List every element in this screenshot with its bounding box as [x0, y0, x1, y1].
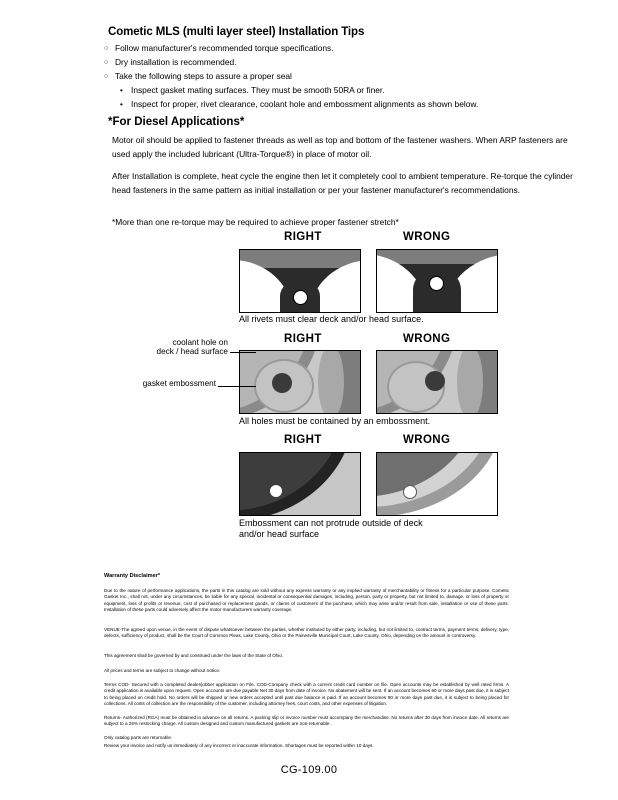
- bullet-circle-icon: ○: [104, 45, 109, 52]
- diesel-paragraph-2: After Installation is complete, heat cycle the engine then let it completely cool to ambient temperature. Re-torque the cylinder head fasteners in the same pattern as initial installation or per your fastener manufacturer's recommendations.: [112, 171, 573, 195]
- list-item: [104, 70, 574, 84]
- warranty-paragraph-6: Returns- Authorized (RGA) must be obtained in advance on all returns. A packing slip or invoice number must accompany the merchandise. No returns after 30 days from invoice date. All returns are subject to a 25% restocking charge. All custom designed and custom manufactured gaskets are non-returnable.: [104, 715, 509, 727]
- leader-line-coolant: [230, 352, 256, 353]
- list-item-text: Dry installation is recommended.: [115, 57, 237, 67]
- annotation-line-2: deck / head surface: [156, 347, 228, 356]
- figure2-annotation-coolant-hole: [118, 338, 228, 356]
- warranty-paragraph-7: Only catalog parts are returnable.: [104, 735, 173, 740]
- list-item-text: Inspect for proper, rivet clearance, coolant hole and embossment alignments as shown below.: [131, 99, 479, 109]
- installation-tips-list: [104, 42, 574, 112]
- figure3-right-image: [239, 452, 361, 516]
- list-item: [120, 98, 574, 112]
- figure2-caption: All holes must be contained by an embossment.: [239, 416, 431, 426]
- figure3-wrong-image: [376, 452, 498, 516]
- warranty-paragraph-1: Due to the nature of performance applications, the parts in this catalog are sold without any express warranty or any implied warranty of merchantability or fitness for a particular purpose. Cometic Gasket Inc., shall not, under any circumstances, be liable for any special, incidental or consequential damages, including, person, party or property, but not limited to, damage, or loss of property or equipment, loss of profits or revenue, cost of purchased or replacement goods, or claims of customers of the purchase, which may arise and/or result from sale, installation or use of these parts. Installation of these parts could adversely affect the motor manufacturers warranty coverage.: [104, 588, 509, 613]
- figure3-right-label: RIGHT: [284, 434, 322, 446]
- warranty-title: Warranty Disclaimer*: [104, 573, 161, 579]
- list-item: [120, 84, 574, 98]
- list-item-text: Take the following steps to assure a proper seal: [115, 71, 292, 81]
- bullet-dot-icon: •: [120, 86, 123, 95]
- figure2-right-image: [239, 350, 361, 414]
- figure2-right-label: RIGHT: [284, 333, 322, 345]
- warranty-paragraph-2: VENUE-The agreed upon venue, in the event of dispute whatsoever between the parties, whether instituted by either party, including, but not limited to, contract terms, payment terms, delivery, type, defects, sufficiency of product, shall be the Court of Common Pleas, Lake County, Ohio or the Painesville Municipal Court, Lake County, Ohio, depending on the amount in controversy.: [104, 627, 509, 639]
- list-item: [104, 56, 574, 70]
- figure3-caption-line1: Embossment can not protrude outside of deck: [239, 518, 423, 528]
- figure1-wrong-image: [376, 249, 498, 313]
- list-item-text: Inspect gasket mating surfaces. They must be smooth 50RA or finer.: [131, 85, 385, 95]
- bullet-dot-icon: •: [120, 100, 123, 109]
- figure1-right-label: RIGHT: [284, 231, 322, 243]
- diesel-paragraph-1: Motor oil should be applied to fastener threads as well as top and bottom of the fastener washers. When ARP fasteners are used apply the included lubricant (Ultra-Torque®) in place of motor oil.: [112, 135, 568, 159]
- figure1-caption: All rivets must clear deck and/or head surface.: [239, 314, 424, 324]
- bullet-circle-icon: ○: [104, 73, 109, 80]
- figure2-wrong-label: WRONG: [403, 333, 451, 345]
- figure3-caption-line2: and/or head surface: [239, 529, 320, 539]
- annotation-line-1: coolant hole on: [172, 338, 228, 347]
- figure2-wrong-image: [376, 350, 498, 414]
- list-item: [104, 42, 574, 56]
- leader-line-embossment: [218, 386, 256, 387]
- figure3-wrong-label: WRONG: [403, 434, 451, 446]
- page-title: Cometic MLS (multi layer steel) Installation Tips: [108, 26, 365, 38]
- figure1-wrong-label: WRONG: [403, 231, 451, 243]
- warranty-paragraph-3: This agreement shall be governed by and construed under the laws of the State of Ohio.: [104, 653, 284, 658]
- warranty-paragraph-8: Review your invoice and notify us immediately of any incorrect or inaccurate information. Shortages must be reported within 10 days.: [104, 743, 374, 748]
- diesel-paragraph-3: *More than one re-torque may be required to achieve proper fastener stretch*: [112, 217, 399, 227]
- warranty-paragraph-5: Terms COD- Secured with a completed dealer/jobber application on File, COD-Company check with a current credit card number on file. Open accounts may be established by well rated firms. A credit application is available upon request. Open accounts are due payable Net 30 days from date of invoice. No abatement will be sent. If an account becomes 60 or more days past due, it is subject to being placed on credit hold. No orders will be shipped or new orders accepted until past due balance is paid. If an account becomes 90 or more days past due, it is subject to being placed for collections. All costs of collection are the responsibility of the customer, including attorney fees, court costs, and other expenses of litigation.: [104, 682, 509, 707]
- document-number: CG-109.00: [280, 764, 338, 776]
- diesel-section-heading: *For Diesel Applications*: [108, 116, 245, 128]
- warranty-paragraph-4: All prices and terms are subject to change without notice.: [104, 668, 221, 673]
- list-item-text: Follow manufacturer's recommended torque specifications.: [115, 43, 334, 53]
- figure2-annotation-embossment: gasket embossment: [142, 379, 216, 388]
- bullet-circle-icon: ○: [104, 59, 109, 66]
- figure1-right-image: [239, 249, 361, 313]
